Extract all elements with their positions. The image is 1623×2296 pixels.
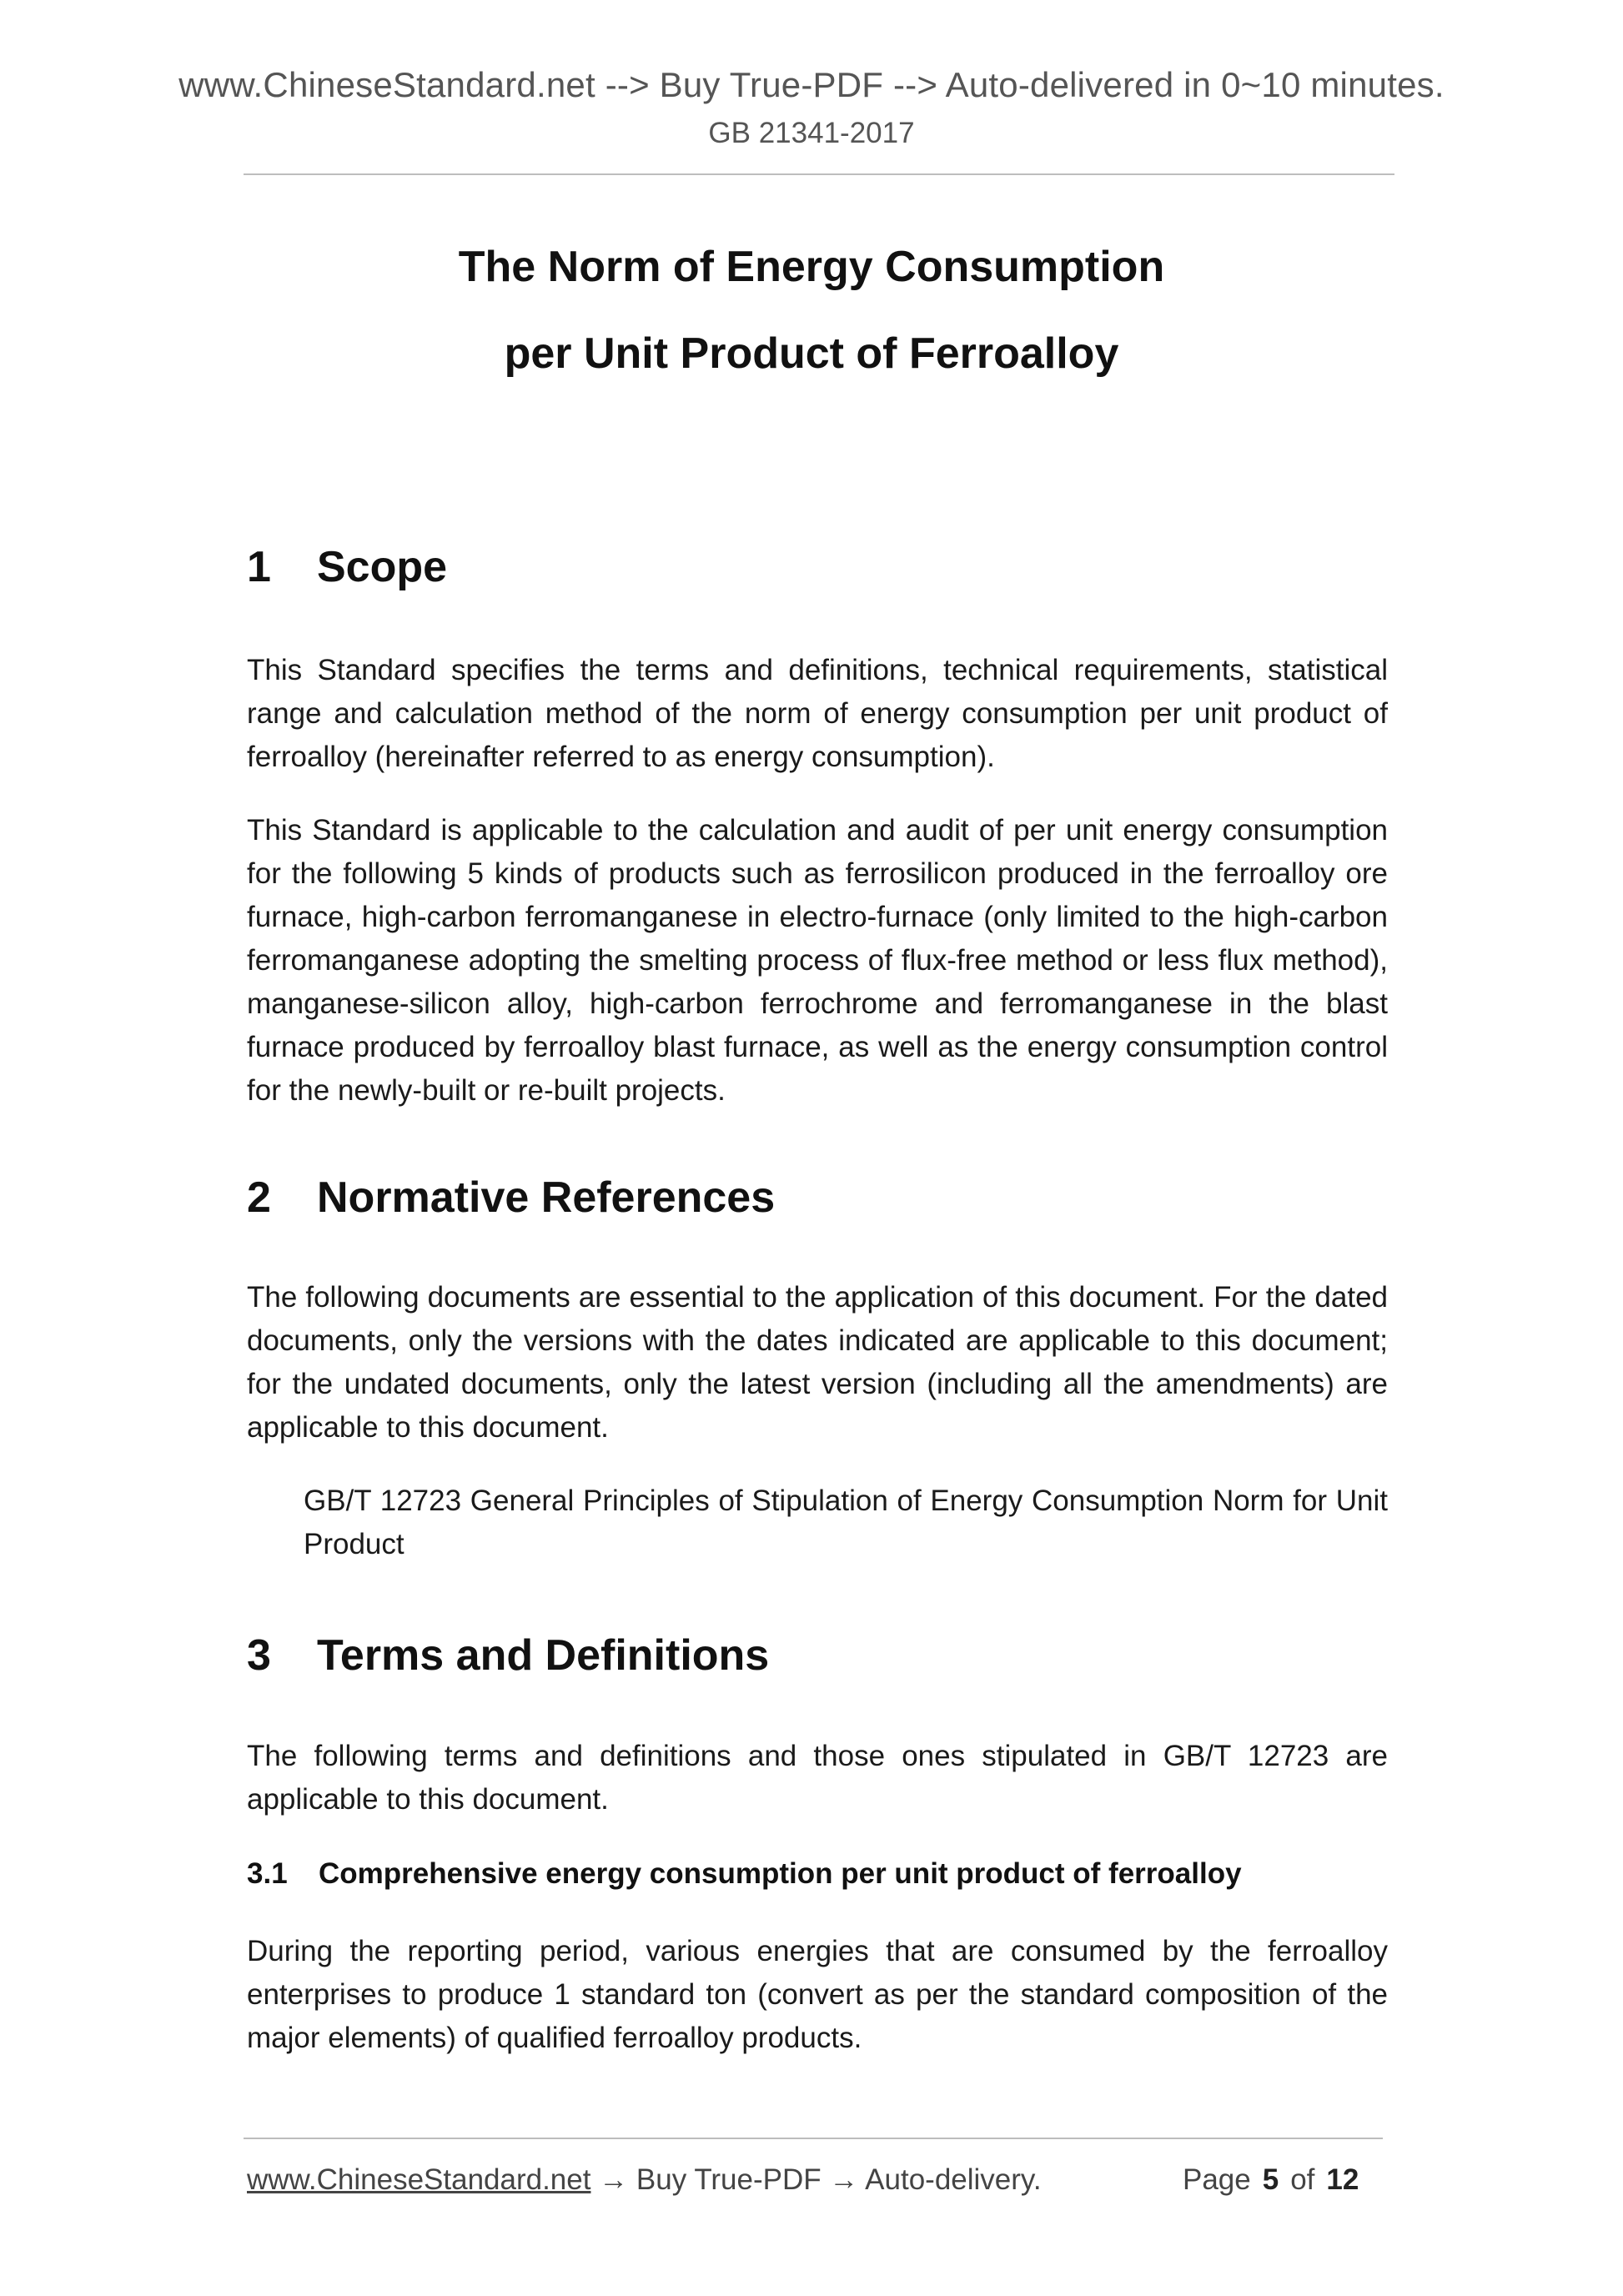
header-banner[interactable]: www.ChineseStandard.net --> Buy True-PDF --> Auto-delivered in 0~10 minutes.	[178, 65, 1445, 104]
definition-paragraph-3-1: During the reporting period, various energies that are consumed by the ferroalloy enterprises to produce 1 standard ton (convert as per the standard composition of the major elements) of qualified ferroalloy products.	[247, 1935, 1388, 2054]
section-title: Scope	[317, 543, 448, 591]
terms-paragraph: The following terms and definitions and those ones stipulated in GB/T 12723 are applicable to this document.	[247, 1740, 1388, 1816]
header-divider	[244, 173, 1394, 175]
footer-divider	[244, 2138, 1383, 2139]
page-current: 5	[1262, 2163, 1279, 2196]
reference-item: GB/T 12723 General Principles of Stipulation of Energy Consumption Norm for Unit Product	[304, 1485, 1388, 1560]
section-heading-normative-references	[247, 1173, 775, 1223]
page-total: 12	[1326, 2163, 1359, 2196]
footer-site-link[interactable]: www.ChineseStandard.net	[247, 2163, 591, 2196]
standard-code: GB 21341-2017	[708, 117, 915, 149]
scope-paragraph-1: This Standard specifies the terms and definitions, technical requirements, statistical range and calculation method of the norm of energy consumption per unit product of ferroalloy (hereinafter referred to as energy consumption).	[247, 654, 1388, 773]
section-number: 1	[247, 543, 271, 591]
references-paragraph: The following documents are essential to the application of this document. For the dated documents, only the versions with the dates indicated are applicable to this document; for the undated documents, only the latest version (including all the amendments) are applicable to this document.	[247, 1281, 1388, 1444]
page-indicator	[1183, 2163, 1359, 2197]
section-heading-terms-definitions	[247, 1630, 769, 1681]
section-number: 2	[247, 1173, 271, 1222]
section-number: 3	[247, 1631, 271, 1680]
subsection-heading-3-1	[247, 1857, 1242, 1891]
page-of-label: of	[1290, 2163, 1315, 2196]
section-title: Terms and Definitions	[317, 1631, 770, 1680]
scope-paragraph-2: This Standard is applicable to the calculation and audit of per unit energy consumption for the following 5 kinds of products such as ferrosilicon produced in the ferroalloy ore furnace, high-carbon ferromanganese in electro-furnace (only limited to the high-carbon ferromanganese adopting the smelting process of flux-free method or less flux method), manganese-silicon alloy, high-carbon ferrochrome and ferromanganese in the blast furnace produced by ferroalloy blast furnace, as well as the energy consumption control for the newly-built or re-built projects.	[247, 814, 1388, 1107]
section-title: Normative References	[317, 1173, 776, 1222]
document-title-line-1: The Norm of Energy Consumption	[458, 243, 1165, 291]
document-title-line-2: per Unit Product of Ferroalloy	[504, 329, 1119, 378]
subsection-number: 3.1	[247, 1857, 288, 1890]
section-heading-scope	[247, 542, 447, 592]
page-label: Page	[1183, 2163, 1251, 2196]
footer-promo	[247, 2163, 1042, 2197]
footer-promo-text: → Buy True-PDF → Auto-delivery.	[590, 2163, 1042, 2196]
subsection-title: Comprehensive energy consumption per unit product of ferroalloy	[319, 1857, 1242, 1890]
